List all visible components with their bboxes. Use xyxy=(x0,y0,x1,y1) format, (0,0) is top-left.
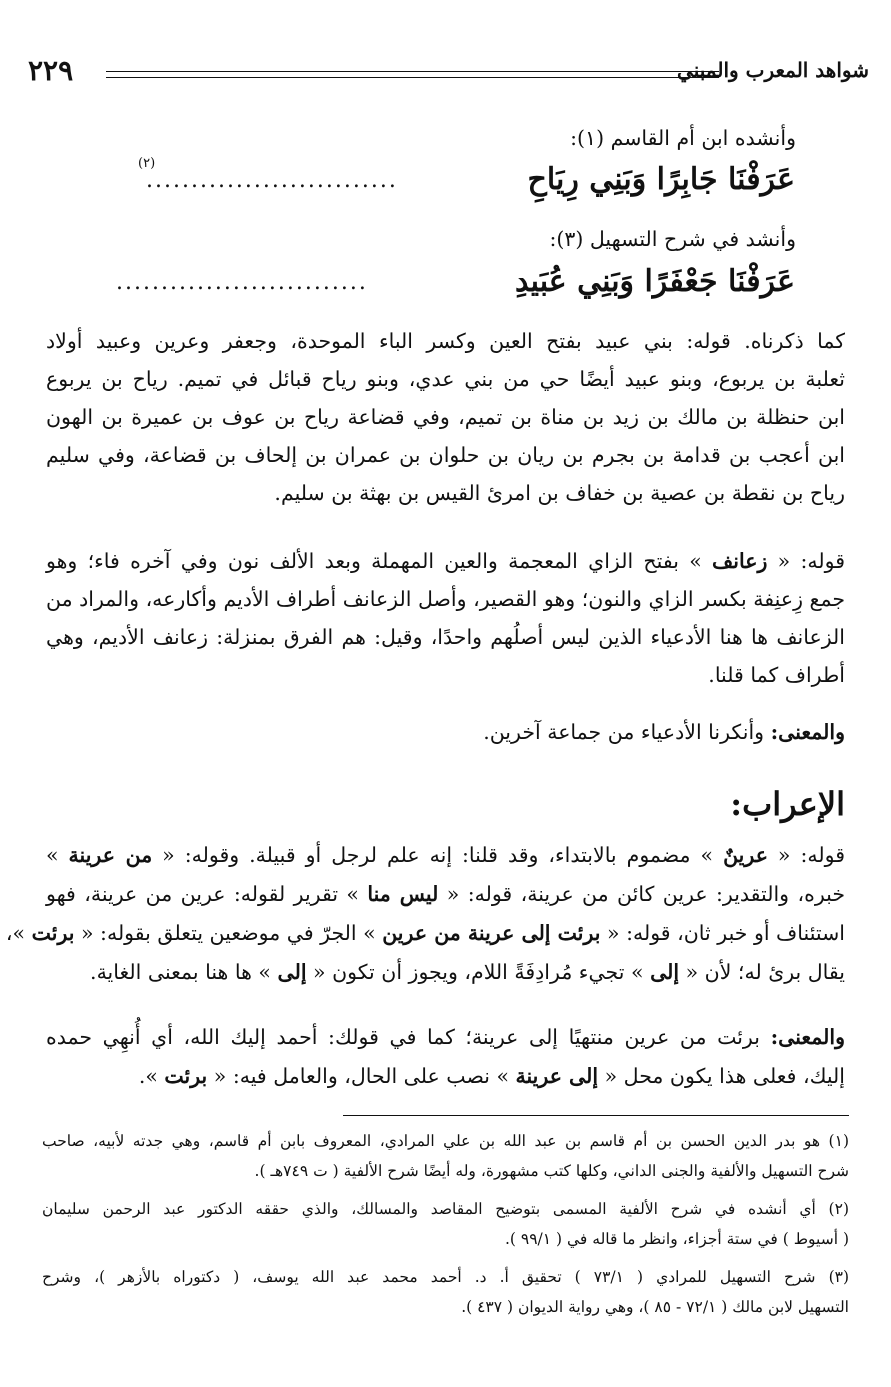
meaning-2-line-1 xyxy=(46,1020,845,1054)
verse-intro-2: وأنشد في شرح التسهيل (٣): xyxy=(549,227,796,251)
paragraph-1-line-1: كما ذكرناه. قوله: بني عبيد بفتح العين وكسر الباء الموحدة، وجعفر وعرين وعبيد أولاد xyxy=(46,329,845,353)
verse-text-2: عَرَفْنَا جَعْفَرًا وَبَنِي عُبَيدِ xyxy=(514,264,795,299)
term-laysa-minna: ليس منا xyxy=(367,882,439,906)
text-run: يقال برئ له؛ لأن « xyxy=(679,960,845,984)
text-run: » بفتح الزاي المعجمة والعين المهملة وبعد الألف نون وفي آخره فاء؛ وهو xyxy=(46,549,713,573)
meaning-1 xyxy=(46,715,845,749)
footnote-1-line-1: (١) هو بدر الدين الحسن بن أم قاسم بن عبد الله بن علي المرادي، المعروف بابن أم قاسم، وهي جدته لأبيه، صاحب xyxy=(42,1132,849,1150)
text-run: »، xyxy=(5,921,32,945)
text-run: » نصب على الحال، والعامل فيه: « xyxy=(207,1064,516,1088)
section-title: الإعراب: xyxy=(730,785,845,823)
verse-intro-1: وأنشده ابن أم القاسم (١): xyxy=(570,126,796,150)
term-zaanif: زعانف xyxy=(712,549,768,573)
footnote-rule xyxy=(343,1115,849,1116)
verse-dots-2: ............................ xyxy=(116,270,368,295)
term-min-arina: من عرينة xyxy=(68,843,153,867)
term-ila: إلى xyxy=(277,960,307,984)
footnote-1-line-2: شرح التسهيل والألفية والجنى الداني، وكلها كتب مشهورة، وله أيضًا شرح الألفية ( ت ٧٤٩هـ ). xyxy=(254,1162,849,1180)
text-run: » الجرّ في موضعين يتعلق بقوله: « xyxy=(74,921,383,945)
text-run: استئناف أو خبر ثان، قوله: « xyxy=(600,921,845,945)
verse-text-1: عَرَفْنَا جَابِرًا وَبَنِي رِيَاحِ xyxy=(527,162,795,197)
text-run: ». xyxy=(138,1064,165,1088)
text-run: » مضموم بالابتداء، وقد قلنا: إنه علم لرجل أو قبيلة. وقوله: « xyxy=(152,843,724,867)
irab-line-3 xyxy=(5,916,845,950)
running-header xyxy=(28,54,869,92)
text-run: خبره، والتقدير: عرين كائن من عرينة، قوله: « xyxy=(438,882,845,906)
running-title: شواهد المعرب والمبني xyxy=(677,58,869,82)
text-run: إليك، فعلى هذا يكون محل « xyxy=(598,1064,845,1088)
paragraph-1-line-2: ثعلبة بن يربوع، وبنو عبيد أيضًا حي من بني عدي، وبنو رياح قبائل في تميم. رياح بن يربوع xyxy=(46,367,845,391)
paragraph-1-line-5: رياح بن نقطة بن عصية بن خفاف بن امرئ القيس بن بهثة بن سليم. xyxy=(274,481,845,505)
irab-line-1 xyxy=(46,838,845,872)
footnote-2-line-1: (٢) أي أنشده في شرح الألفية المسمى بتوضيح المقاصد والمسالك، والذي حققه الدكتور عبد الرحمن سليمان xyxy=(42,1200,849,1218)
meaning-label: والمعنى: xyxy=(770,1025,845,1049)
text-run: » xyxy=(46,843,69,867)
page-number: ٢٢٩ xyxy=(28,54,74,87)
paragraph-2-line-2: جمع زِعنِفة بكسر الزاي والنون؛ وهو القصير، وأصل الزعانف أطراف الأديم وأكارعه، والمراد من xyxy=(46,587,845,611)
paragraph-2-line-4: أطراف كما قلنا. xyxy=(708,663,845,687)
meaning-2-line-2 xyxy=(46,1059,845,1093)
paragraph-1-line-4: ابن أعجب بن قدامة بن بجرم بن ريان بن حلوان بن عمران بن إلحاف بن قضاعة، وفي سليم xyxy=(46,443,845,467)
verse-dots-1: ............................ xyxy=(146,168,398,193)
meaning-text: برئت من عرين منتهيًا إلى عرينة؛ كما في قولك: أحمد إليك الله، أي أُنهِي حمده xyxy=(46,1025,771,1049)
footnote-2-line-2: ( أسيوط ) في ستة أجزاء، وانظر ما قاله في ( ٩٩/١ ). xyxy=(505,1230,849,1248)
term-bariat: برئت xyxy=(31,921,75,945)
irab-line-2 xyxy=(46,877,845,911)
header-rule xyxy=(106,71,719,78)
verse-line-1 xyxy=(46,156,845,202)
paragraph-1-line-3: ابن حنظلة بن مالك بن زيد بن مناة بن تميم، وفي قضاعة رياح بن عوف بن عميرة بن الهون xyxy=(46,405,845,429)
verse-line-2 xyxy=(46,264,845,304)
paragraph-2-line-3: الزعانف ها هنا الأدعياء الذين ليس أصلُهم واحدًا، وقيل: هم الفرق بمنزلة: زعانف الأديم، وهي xyxy=(46,625,845,649)
meaning-text: وأنكرنا الأدعياء من جماعة آخرين. xyxy=(483,720,771,744)
footnote-marker-2: (٢) xyxy=(138,156,156,171)
text-run: » تجيء مُرادِفَةً اللام، ويجوز أن تكون « xyxy=(306,960,651,984)
footnote-3-line-1: (٣) شرح التسهيل للمرادي ( ٧٣/١ ) تحقيق أ. د. أحمد محمد عبد الله يوسف، ( دكتوراه بالأزهر )، وشرح xyxy=(42,1268,850,1286)
term-bariat: برئت xyxy=(164,1064,208,1088)
term-arin: عرينٌ xyxy=(723,843,768,867)
text-run: » تقرير لقوله: عرين من عرينة، فهو xyxy=(46,882,368,906)
irab-line-4 xyxy=(46,955,845,989)
term-ila-arina: إلى عرينة xyxy=(515,1064,599,1088)
term-phrase: برئت إلى عرينة من عرين xyxy=(382,921,601,945)
term-ila: إلى xyxy=(650,960,680,984)
text-run: قوله: « xyxy=(767,843,846,867)
footnote-3-line-2: التسهيل لابن مالك ( ٧٢/١ - ٨٥ )، وهي رواية الديوان ( ٤٣٧ ). xyxy=(461,1298,849,1316)
meaning-label: والمعنى: xyxy=(770,720,845,744)
text-run: قوله: « xyxy=(767,549,846,573)
paragraph-2-line-1 xyxy=(46,544,845,578)
text-run: » ها هنا بمعنى الغاية. xyxy=(90,960,278,984)
